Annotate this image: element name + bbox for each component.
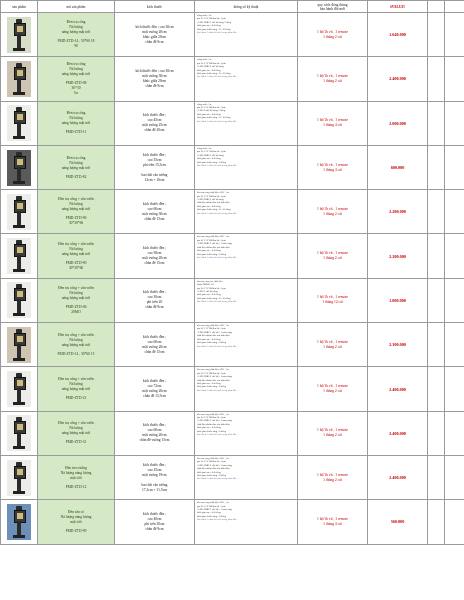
product-name-cell [38, 411, 115, 455]
product-code: PMD-ZTD-90 30*30*60 [65, 216, 87, 226]
product-name: Đèn treo tường Nă lượng năng lượng mặt trời [60, 465, 92, 480]
price-value: 2.400.000 [389, 386, 406, 392]
price-cell [368, 101, 428, 145]
product-size-cell [115, 145, 195, 189]
product-spec-cell [195, 145, 298, 189]
warranty-note: bảo hành 1 năm đổi mới trong năm đầu [197, 300, 237, 304]
product-spec-cell [195, 278, 298, 322]
table-row [1, 367, 464, 411]
warranty-note: bảo hành 1 năm đổi mới trong năm đầu [197, 344, 237, 348]
product-name: Đèn trụ cổng Nă lượng năng lượng mặt trời [61, 155, 91, 170]
product-size: kích thước đèn ; cao 30cm phi trên 20 chân đế 9cm [142, 290, 167, 310]
solar-pillar-lamp-photo [7, 61, 31, 97]
product-spec: công suất : 5w pin Li 3.7V 8000mAh - 1pin - LED 6 chế độ sáng 7 tiếng thời gian sạc : 4-6 tiếng thời gian chiếu sáng : 8 - 10 tiếng [197, 102, 231, 120]
blank-cell [428, 411, 445, 455]
product-spec: đèn trụ cổng chất liệu ALU , 5w pin Li 3.7V 8000mAh - 1pin - LED SMD 2 chế độ - 1 màu sáng chất liệu nhôm đúc sơn tĩnh điện thời gian sạc : 4-6 tiếng thời gian chiếu sáng : 8 tiếng [197, 412, 232, 433]
solar-pillar-lamp-photo [7, 415, 31, 451]
packing-warranty-cell [298, 278, 368, 322]
solar-lawn-lamp-photo [7, 504, 31, 540]
blank-cell [445, 455, 464, 499]
product-name: Đèn trụ cổng + sân vườn Nă lượng năng lượng mặt trời [58, 241, 94, 256]
product-size: kích thước đèn ; cao 45cm mặt vuông 25cm chân đế 20cm [142, 113, 167, 133]
warranty-note: bảo hành 1 năm đổi mới trong năm đầu [197, 75, 237, 79]
product-code: PMD-ZTD-31 [65, 440, 87, 445]
product-size: kích thước đèn ; cao 38cm mặt vuông 20cm chân đế 15cm [142, 246, 167, 266]
product-photo-cell [1, 411, 38, 455]
product-spec: đèn trụ cổng 5w chất liệu nhựa PMMA AS pin Li 3.7V 8000mAh - 1pin - LED 5 chế độ sáng thời gian sạc : 4-6 tiếng thời gian chiếu sáng : 8 - 10 tiếng [197, 279, 231, 300]
product-size-cell [115, 367, 195, 411]
solar-pillar-lamp-photo [7, 238, 31, 274]
blank-cell [445, 500, 464, 544]
price-value: 600.000 [390, 165, 405, 171]
product-spec-cell [195, 190, 298, 234]
product-spec: đèn trụ cổng chất liệu ALU , 5w pin Li 3.7V 8000mAh - 1pin - LED SMD 2 chế độ - 1 màu sáng chất liệu nhôm đúc sơn tĩnh điện thời gian sạc : 4-6 tiếng thời gian chiếu sáng : 8 tiếng [197, 368, 232, 389]
price-value: 1.000.000 [389, 297, 406, 303]
blank-cell [445, 234, 464, 278]
solar-pillar-lamp-photo [7, 105, 31, 141]
packing-warranty: 1 bộ/1h vít , 1 remote 1 thùng 4 cái [317, 162, 348, 172]
price-cell [368, 278, 428, 322]
table-row [1, 145, 464, 189]
product-name-cell [38, 101, 115, 145]
product-name-cell [38, 278, 115, 322]
packing-warranty: 1 bộ/1h vít , 1 remote 1 thùng 4 cái [317, 516, 348, 526]
price-cell [368, 367, 428, 411]
product-spec: đèn trụ cổng chất liệu ALU , 5w pin Li 3.7V 8000mAh - 1pin - LED SMD 2 chế độ sáng chất liệu nhôm đúc sơn tĩnh điện thời gian sạc : 4-6 tiếng thời gian chiếu sáng : 8 - 10 tiếng [197, 191, 231, 212]
product-name-cell [38, 145, 115, 189]
price-value: 2.300.000 [389, 342, 406, 348]
product-spec-cell [195, 411, 298, 455]
product-name-cell [38, 190, 115, 234]
warranty-note: bảo hành 1 năm đổi mới trong năm đầu [197, 388, 237, 392]
blank-cell [428, 190, 445, 234]
product-size-cell [115, 455, 195, 499]
product-size: kích thước đèn ; cao 60cm mặt vuông 30cm chân đế 15cm [142, 201, 167, 221]
packing-warranty: 1 bộ/1h vít , 1 remote 1 thùng 2 cái [317, 29, 348, 39]
price-value: 2.200.000 [389, 253, 406, 259]
header-image: sản phẩm [1, 1, 38, 13]
blank-cell [445, 145, 464, 189]
blank-cell [445, 367, 464, 411]
warranty-note: bảo hành 1 năm đổi mới trong năm đầu [197, 163, 237, 167]
price-cell [368, 455, 428, 499]
product-photo-cell [1, 323, 38, 367]
product-name: Đèn trụ cổng + sân vườn Nă lượng năng lượng mặt trời [58, 197, 94, 212]
price-cell [368, 13, 428, 57]
packing-warranty: 1 bộ/1h vít , 1 remote 1 thùng 2 cái [317, 472, 348, 482]
product-code: PMD-ZTD-21 [65, 396, 87, 401]
packing-warranty: 1 bộ/1h vít , 1 remote 1 thùng 2 cái [317, 73, 348, 83]
product-size-cell [115, 234, 195, 278]
product-size: kích thước đèn ; cao 60cm mặt vuông 20cm chân đế 15cm [142, 334, 167, 354]
product-size-cell [115, 190, 195, 234]
product-name-cell [38, 500, 115, 544]
product-spec-cell [195, 367, 298, 411]
product-name-cell [38, 13, 115, 57]
header-size: kích thước [115, 1, 195, 13]
packing-warranty: 1 bộ/1h vít , 1 remote 1 thùng 2 cái [317, 206, 348, 216]
table-row [1, 411, 464, 455]
price-value: 560.000 [390, 519, 405, 525]
blank-cell [428, 234, 445, 278]
product-size-cell [115, 13, 195, 57]
packing-warranty: 1 bộ/1h vít , 1 remote 1 thùng 2 cái [317, 384, 348, 394]
product-size: kích thước đèn ; cao 40cm phi trên 30cm chân đế 9cm [142, 511, 167, 531]
solar-pillar-lamp-photo [7, 327, 31, 363]
solar-wall-lamp-photo [7, 460, 31, 496]
product-name: Đèn trụ cổng Nă lượng năng lượng mặt trời [61, 111, 91, 126]
price-value: 2.400.000 [389, 430, 406, 436]
table-row [1, 500, 464, 544]
product-name: Đèn sân cỏ Nă lượng năng lượng mặt trời [60, 509, 92, 524]
price-value: 2.400.000 [389, 76, 406, 82]
product-size: kích thước đèn ; cao 72cm mặt vuông 20cm chân đế 15,5cm [142, 379, 167, 399]
product-size: kích thước đèn ; cao 30cm mặt vuông 30cm khúc giữa 20cm chân đế 9cm [135, 68, 174, 88]
product-spec: công suất : 5w pin Li 3.7V 8000mAh - 1pin - LED SMD 2 chế độ sáng 7 tiếng thời gian sạc : 4-6 tiếng thời gian chiếu sáng : 8 - 10 tiếng [197, 14, 232, 31]
packing-warranty: 1 bộ/1h vít , 1 remote 1 thùng 2 cái [317, 428, 348, 438]
header-spec: thông số kỹ thuật [195, 1, 298, 13]
blank-cell [445, 411, 464, 455]
blank-cell [428, 455, 445, 499]
packing-warranty-cell [298, 145, 368, 189]
blank-cell [428, 57, 445, 101]
product-code: PMD-ZTD-06 20MO [65, 304, 87, 314]
solar-pillar-lamp-photo [7, 194, 31, 230]
product-name: Đèn trụ cổng + sân vườn Nă lượng năng lượng mặt trời [58, 377, 94, 392]
product-size-cell [115, 57, 195, 101]
price-cell [368, 500, 428, 544]
blank-cell [445, 278, 464, 322]
packing-warranty: 1 bộ/1h vít , 1 remote 1 thùng 2 cái [317, 251, 348, 261]
packing-warranty-cell [298, 190, 368, 234]
packing-warranty-cell [298, 455, 368, 499]
header-blank-1 [428, 1, 445, 13]
product-photo-cell [1, 13, 38, 57]
solar-bollard-lamp-photo [7, 150, 31, 186]
product-code: PMD-ZTD-90 30*30*60 [65, 260, 87, 270]
product-photo-cell [1, 278, 38, 322]
table-row [1, 190, 464, 234]
packing-warranty: 1 bộ/1h vít , 1 remote 1 thùng 2 cái [317, 339, 348, 349]
price-cell [368, 411, 428, 455]
product-photo-cell [1, 367, 38, 411]
product-name-cell [38, 323, 115, 367]
solar-lamp-white-photo [7, 282, 31, 318]
warranty-note: bảo hành 1 năm đổi mới trong năm đầu [197, 211, 237, 215]
product-name-cell [38, 57, 115, 101]
product-code: PMD-ZTD-08 30*30 5w [65, 80, 87, 95]
product-spec-cell [195, 234, 298, 278]
packing-warranty-cell [298, 13, 368, 57]
product-size-cell [115, 323, 195, 367]
product-spec: đèn trụ cổng chất liệu ALU , 5w pin Li 3.7V 8000mAh - 1pin - LED SMD 3 chế độ - 1 màu sáng chất liệu nhôm đúc sơn tĩnh điện thời gian sạc : 4-6 tiếng thời gian chiếu sáng : 8 tiếng [197, 235, 232, 256]
price-value: 2.400.000 [389, 475, 406, 481]
price-value: 2.000.000 [389, 120, 406, 126]
product-size-cell [115, 101, 195, 145]
product-photo-cell [1, 145, 38, 189]
product-name: Đèn trụ cổng + sân vườn Nă lượng năng lượng mặt trời [58, 421, 94, 436]
product-size: kích thước đèn ; cao 60cm mặt vuông 20cm chân đế vuông 15cm [139, 423, 170, 443]
product-code: PMD-ZTD-14 , 30*60 15 [57, 351, 95, 356]
blank-cell [428, 145, 445, 189]
product-photo-cell [1, 234, 38, 278]
product-name: Đèn trụ cổng Nă lượng năng lượng mặt trời [61, 61, 91, 76]
packing-warranty-cell [298, 101, 368, 145]
packing-warranty-cell [298, 367, 368, 411]
packing-warranty: 1 bộ/1h vít , 1 remote 1 thùng 12 cái [317, 295, 348, 305]
price-cell [368, 234, 428, 278]
product-name: Đèn trụ cổng + sân vườn Nă lượng năng lượng mặt trời [58, 285, 94, 300]
product-spec-cell [195, 101, 298, 145]
product-size-cell [115, 500, 195, 544]
product-photo-cell [1, 57, 38, 101]
price-cell [368, 145, 428, 189]
product-photo-cell [1, 500, 38, 544]
header-blank-2 [445, 1, 464, 13]
packing-warranty-cell [298, 323, 368, 367]
header-row [1, 1, 464, 13]
table-row [1, 455, 464, 499]
header-price: #VALUE! [368, 1, 428, 13]
price-cell [368, 323, 428, 367]
blank-cell [445, 323, 464, 367]
product-size: kích thước đèn ; cao 35cm mặt vuông 19cm bao hắt vào tường 17,2cm + 11,5cm [141, 462, 168, 492]
blank-cell [445, 13, 464, 57]
product-photo-cell [1, 101, 38, 145]
blank-cell [445, 101, 464, 145]
warranty-note: bảo hành 1 năm đổi mới trong năm đầu [197, 433, 237, 437]
warranty-note: bảo hành 1 năm đổi mới trong năm đầu [197, 255, 237, 259]
product-spec-cell [195, 13, 298, 57]
warranty-note: bảo hành 1 năm đổi mới trong năm đầu [197, 477, 237, 481]
product-name: Đèn trụ cổng Nă lượng năng lượng mặt trời [61, 20, 91, 35]
product-photo-cell [1, 455, 38, 499]
table-row [1, 101, 464, 145]
blank-cell [445, 57, 464, 101]
price-value: 2.200.000 [389, 209, 406, 215]
blank-cell [428, 13, 445, 57]
product-name-cell [38, 367, 115, 411]
blank-cell [428, 278, 445, 322]
price-value: 1.640.000 [389, 32, 406, 38]
packing-warranty-cell [298, 411, 368, 455]
product-code: PMD-ZTD-12 [65, 484, 87, 489]
product-photo-cell [1, 190, 38, 234]
table-row [1, 57, 464, 101]
price-cell [368, 190, 428, 234]
product-name: Đèn trụ cổng + sân vườn Nă lượng năng lượng mặt trời [58, 332, 94, 347]
blank-cell [428, 500, 445, 544]
product-spec-cell [195, 323, 298, 367]
packing-warranty-cell [298, 500, 368, 544]
product-spec: công suất : 3w pin Li 3.7V 5000mAh - 1pin - LED SMD 2 chế độ sáng thời gian sạc : 4-6 tiếng thời gian chiếu sáng : 8 tiếng [197, 146, 226, 164]
warranty-note: bảo hành 1 năm đổi mới trong năm đầu [197, 31, 237, 35]
table-row [1, 13, 464, 57]
product-spec: đèn trụ cổng chất liệu ALU , 5w pin Li 3.7V 8000mAh - 1pin - LED SMD 2 chế độ - 1 màu sáng thời gian sạc : 4-6 tiếng thời gian chiếu sáng : 8 tiếng [197, 501, 232, 518]
product-spec: đèn trụ cổng chất liệu ALU , 5w pin Li 3.7V 8000mAh - 1pin - LED SMD 2 chế độ - 1 màu sáng chất liệu nhôm đúc sơn tĩnh điện thời gian sạc : 4-6 tiếng thời gian chiếu sáng : 8 tiếng [197, 324, 232, 345]
product-code: PMD-ZTD-82 [65, 174, 87, 179]
product-name-cell [38, 455, 115, 499]
price-cell [368, 57, 428, 101]
product-size: kích thước đèn ; cao 35cm phi trên 15,5cm bao hắt vào tường 12cm + 16cm [141, 152, 168, 182]
warranty-note: bảo hành 1 năm đổi mới trong năm đầu [197, 119, 237, 123]
table-body [1, 13, 464, 545]
product-code: PMD-ZTD-11 [65, 130, 87, 135]
blank-cell [445, 190, 464, 234]
product-spec-cell [195, 500, 298, 544]
header-name: mã sản phẩm [38, 1, 115, 13]
product-spec-cell [195, 57, 298, 101]
product-size: kích thước đèn ; cao 30cm mặt vuông 20cm khúc giữa 20cm chân đế 9cm [135, 24, 174, 44]
product-name-cell [38, 234, 115, 278]
table-row [1, 234, 464, 278]
product-code: PMD-ZTD-99 [65, 528, 87, 533]
warranty-note: bảo hành 1 năm đổi mới trong năm đầu [197, 518, 237, 522]
product-spec: công suất : 5w pin Li 3.7V 8000mAh - 1pin - LED SMD 2 chế độ sáng thời gian sạc : 4-6 tiếng thời gian chiếu sáng : 8 - 10 tiếng [197, 58, 231, 75]
packing-warranty-cell [298, 234, 368, 278]
blank-cell [428, 323, 445, 367]
packing-warranty-cell [298, 57, 368, 101]
header-warranty: quy cách đóng thùng bảo hành đổi mới [298, 1, 368, 13]
solar-pillar-lamp-photo [7, 371, 31, 407]
product-size-cell [115, 278, 195, 322]
product-spec: đèn trụ cổng chất liệu ALU , 5w pin Li 3.7V 8000mAh - 1pin - LED SMD 2 chế độ - 1 màu sáng chất liệu nhôm đúc sơn tĩnh điện thời gian sạc : 4-6 tiếng thời gian chiếu sáng : 8 tiếng [197, 456, 232, 477]
packing-warranty: 1 bộ/1h vít , 1 remote 1 thùng 4 cái [317, 118, 348, 128]
table-row [1, 278, 464, 322]
product-spec-cell [195, 455, 298, 499]
product-size-cell [115, 411, 195, 455]
table-row [1, 323, 464, 367]
blank-cell [428, 101, 445, 145]
blank-cell [428, 367, 445, 411]
solar-garden-lamp-photo [7, 17, 31, 53]
product-code: PMD-ZTD-14 , 50*60 18 90 [57, 39, 95, 49]
